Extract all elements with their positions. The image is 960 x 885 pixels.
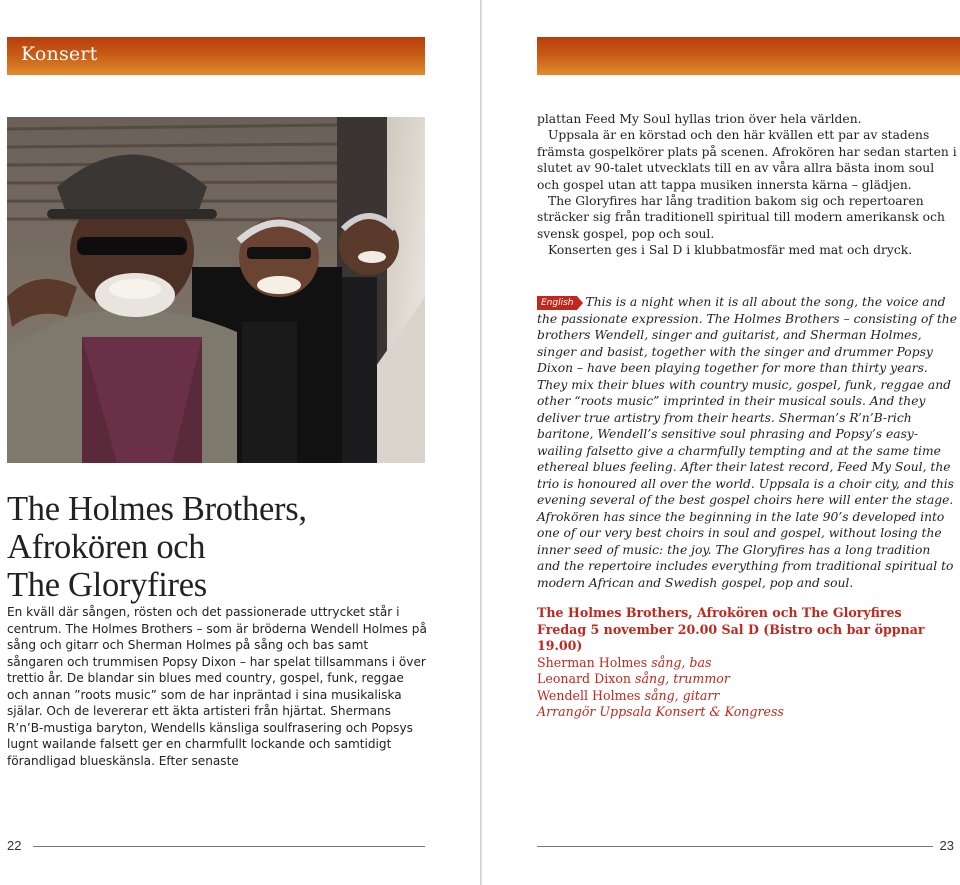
headline [7,490,447,604]
headline-line: The Holmes Brothers, [7,490,307,528]
performer-role: sång, bas [651,654,712,670]
swedish-paragraph: The Gloryfires har lång tradition bakom sig och repertoaren sträcker sig från traditionell spiritual till modern amerikansk och svensk gospel, pop och soul. [537,194,945,241]
performer-line [537,688,957,705]
performer-line [537,655,957,672]
right-page [482,0,960,885]
english-summary [537,294,957,591]
page-number-right: 23 [939,838,954,853]
page-number-left: 22 [7,838,22,853]
english-text: This is a night when it is all about the song, the voice and the passionate expression. The Holmes Brothers – consisting of the brothers Wendell, singer and guitarist, and Sherman Holmes, singer and basist, together with the singer and drummer Popsy Dixon – have been playing together for more than thirty years. They mix their blues with country music, gospel, funk, reggae and other “roots music” imprinted in their musical souls. And they deliver true artistry from their hearts. Sherman’s R’n’B-rich baritone, Wendell’s sensitive soul phrasing and Popsy’s easy-wailing falsetto give a charmfully tempting and at the same time ethereal blues feeling. After their latest record, Feed My Soul, the trio is honoured all over the world. Uppsala is a choir city, and this evening several of the best gospel choirs here will enter the stage. Afrokören has since the beginning in the late 90’s developed into one of our very best choirs in soul and gospel, without losing the inner seed of music: the joy. The Gloryfires has a long tradition and the repertoire includes everything from traditional spiritual to modern African and Swedish gospel, pop and soul. [537,295,957,590]
credits-title: The Holmes Brothers, Afrokören och The Gloryfires [537,605,902,620]
concert-credits [537,605,957,721]
swedish-paragraph: plattan Feed My Soul hyllas trion över hela världen. [537,112,862,126]
performer-line [537,671,957,688]
swedish-paragraph: Uppsala är en körstad och den här kvällen ett par av stadens främsta gospelkörer plats på scenen. Afrokören har sedan starten i slutet av 90-talet utvecklats till en av våra allra bästa inom soul och gospel utan att tappa musiken innersta kärna – glädjen. [537,128,957,192]
performer-name: Wendell Holmes [537,687,641,703]
performer-role: sång, trummor [635,671,730,686]
band-photo [7,117,425,463]
headline-line: Afrokören och [7,528,206,566]
swedish-continuation [537,111,957,259]
footer-rule [537,846,933,847]
footer-rule [33,846,425,847]
credits-date: Fredag 5 november 20.00 Sal D (Bistro och bar öppnar 19.00) [537,621,925,653]
swedish-paragraph: Konserten ges i Sal D i klubbatmosfär med mat och dryck. [548,243,913,258]
performer-name: Leonard Dixon [537,671,632,686]
swedish-body-text: En kväll där sången, rösten och det passionerade uttrycket står i centrum. The Holmes Brothers – som är bröderna Wendell Holmes på sång och gitarr och Sherman Holmes på sång och bas samt sångaren och trummisen Popsy Dixon – har spelat tillsammans i över trettio år. De blandar sin blues med country, gospel, funk, reggae och annan ”roots music” som de har inpräntad i sina musikaliska själar. Och de levererar ett äkta artisteri från hjärtat. Shermans R’n’B-mustiga baryton, Wendells känsliga soulfrasering och Popsys lugnt wailande falsett ger en charmfullt lockande och samtidigt förandligad blueskänsla. Efter senaste [7,605,427,768]
headline-line: The Gloryfires [7,566,207,604]
english-tag: English [537,296,577,310]
section-label: Konsert [21,43,98,65]
performer-role: sång, gitarr [644,687,720,703]
performer-name: Sherman Holmes [537,654,648,670]
section-header-bar [537,37,960,75]
organizer: Arrangör Uppsala Konsert & Kongress [537,704,784,719]
section-header-bar [7,37,425,75]
